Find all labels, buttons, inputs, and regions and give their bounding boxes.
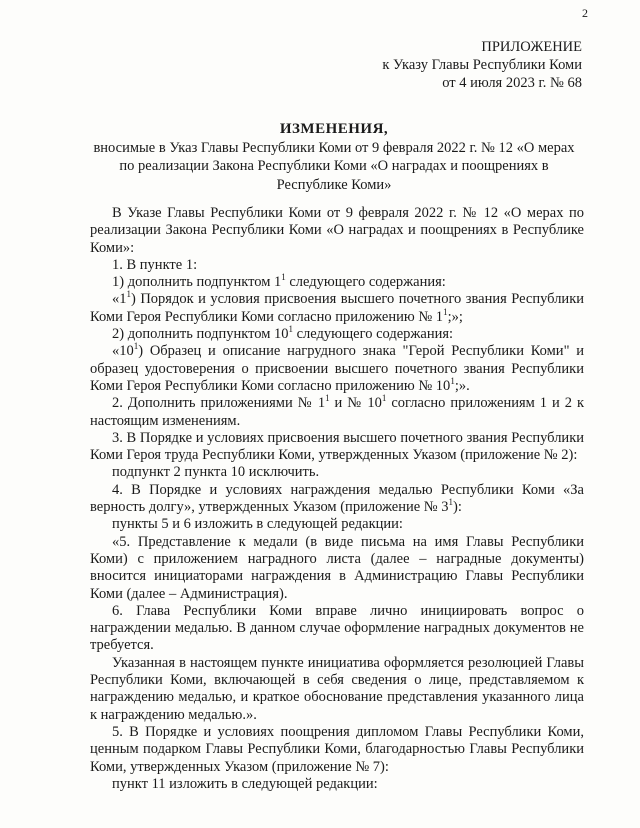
paragraph: 3. В Порядке и условиях присвоения высшего почетного звания Республики Коми Героя труда Республики Коми, утвержденных Указом (приложение № 2): <box>90 429 584 464</box>
paragraph: 2) дополнить подпунктом $10^1$ следующего содержания: <box>112 324 454 343</box>
paragraph: В Указе Главы Республики Коми от 9 февраля 2022 г. № 12 «О мерах по реализации Закона Республики Коми «О наградах и поощрениях в Республике Коми»: <box>90 205 584 256</box>
paragraph: 2. Дополнить приложениями № $1^1$ и № $10^1$ согласно приложениям 1 и 2 к настоящим изменениям. <box>90 393 584 429</box>
paragraph: Указанная в настоящем пункте инициатива оформляется резолюцией Главы Республики Коми, включающей в себя сведения о лице, представляемом к награждению медалью, и краткое обоснование представления указанного лица к награждению медалью.». <box>90 654 584 723</box>
paragraph: 5. В Порядке и условиях поощрения дипломом Главы Республики Коми, ценным подарком Главы Республики Коми, благодарностью Главы Республики Коми, утвержденных Указом (приложение № 7): <box>90 723 584 775</box>
paragraph: «5. Представление к медали (в виде письма на имя Главы Республики Коми) с приложением наградного листа (далее – наградные документы) вносится инициаторами награждения в Администрацию Главы Республики Коми (далее – Администрация). <box>90 533 584 602</box>
document-heading <box>80 120 588 194</box>
heading-subtitle-1: вносимые в Указ Главы Республики Коми от 9 февраля 2022 г. № 12 «О мерах <box>93 139 575 156</box>
paragraph: подпункт 2 пункта 10 исключить. <box>112 464 320 481</box>
paragraph: «$10^1$) Образец и описание нагрудного знака "Герой Республики Коми" и образец удостоверения о присвоении высшего почетного звания Республики Коми Героя Республики Коми согласно приложению № $10^1$;». <box>90 341 584 394</box>
appendix-block <box>382 38 582 92</box>
paragraph: 1. В пункте 1: <box>112 256 198 273</box>
paragraph: пункты 5 и 6 изложить в следующей редакции: <box>112 516 403 533</box>
paragraph: «$1^1$) Порядок и условия присвоения высшего почетного звания Республики Коми Героя Республики Коми согласно приложению № $1^1$;»; <box>90 289 584 325</box>
heading-title: ИЗМЕНЕНИЯ, <box>279 121 389 137</box>
paragraph: пункт 11 изложить в следующей редакции: <box>112 775 378 792</box>
appendix-date: от 4 июля 2023 г. № 68 <box>442 75 582 91</box>
paragraph: 1) дополнить подпунктом $1^1$ следующего содержания: <box>112 272 446 291</box>
document-body <box>90 205 584 793</box>
paragraph: 4. В Порядке и условиях награждения медалью Республики Коми «За верность долгу», утвержденных Указом (приложение № $3^1$): <box>90 481 584 516</box>
appendix-decree: к Указу Главы Республики Коми <box>382 57 582 73</box>
heading-subtitle-2: по реализации Закона Республики Коми «О наградах и поощрениях в <box>119 158 549 174</box>
page-number: 2 <box>582 6 588 20</box>
paragraph: 6. Глава Республики Коми вправе лично инициировать вопрос о награждении медалью. В данном случае оформление наградных документов не требуется. <box>90 602 584 654</box>
heading-subtitle-3: Республике Коми» <box>276 176 392 193</box>
appendix-title: ПРИЛОЖЕНИЕ <box>481 39 582 55</box>
